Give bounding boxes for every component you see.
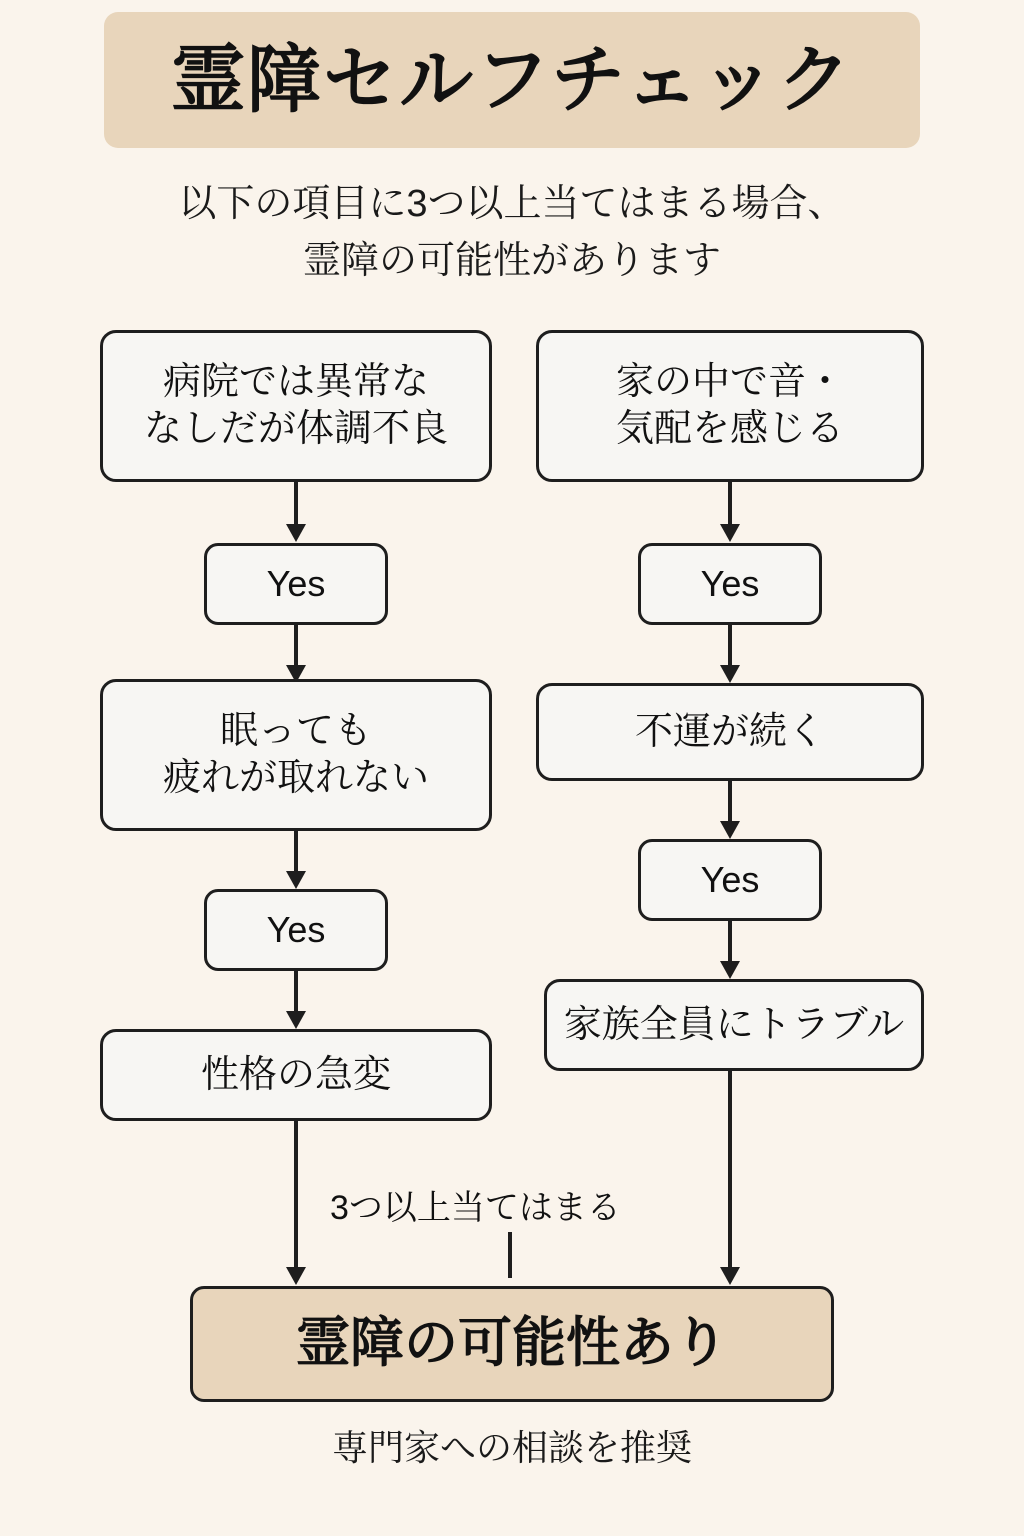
arrow-right-3 [710,781,750,841]
arrow-left-1 [276,482,316,544]
node-right-symptom-1-line1: 家の中で音・ [615,360,844,403]
arrow-left-2 [276,625,316,685]
node-left-yes-2: Yes [204,889,388,971]
subtitle-line-2: 霊障の可能性があります [302,240,721,282]
title-banner [104,12,920,148]
node-left-symptom-1-line1: 病院では異常な [162,360,429,403]
node-right-symptom-1-line2: 気配を感じる [615,408,844,450]
subtitle [0,176,1024,290]
arrow-left-4 [276,971,316,1031]
node-left-symptom-2-line1: 眠っても [219,709,372,752]
arrow-right-2 [710,625,750,685]
node-left-symptom-3: 性格の急変 [100,1029,492,1121]
arrow-left-3 [276,831,316,891]
footer-note: 専門家への相談を推奨 [331,1427,692,1468]
node-left-symptom-1-line2: なしだが体調不良 [143,408,448,450]
node-right-symptom-2: 不運が続く [536,683,924,781]
arrow-right-1 [710,482,750,544]
node-left-symptom-2-line2: 疲れが取れない [162,757,429,799]
node-right-yes-2: Yes [638,839,822,921]
node-right-symptom-3: 家族全員にトラブル [544,979,924,1071]
node-right-symptom-1 [536,330,924,482]
arrow-right-4 [710,921,750,981]
node-right-yes-1: Yes [638,543,822,625]
subtitle-line-1: 以下の項目に3つ以上当てはまる場合、 [178,183,846,225]
arrow-right-to-result [710,1071,750,1287]
merge-condition-label: 3つ以上当てはまる [330,1189,621,1227]
node-left-symptom-1 [100,330,492,482]
page-title: 霊障セルフチェック [171,38,853,121]
result-node: 霊障の可能性あり [190,1286,834,1402]
merge-stem [505,1232,515,1278]
node-left-yes-1: Yes [204,543,388,625]
node-left-symptom-2 [100,679,492,831]
arrow-left-to-result [276,1121,316,1287]
